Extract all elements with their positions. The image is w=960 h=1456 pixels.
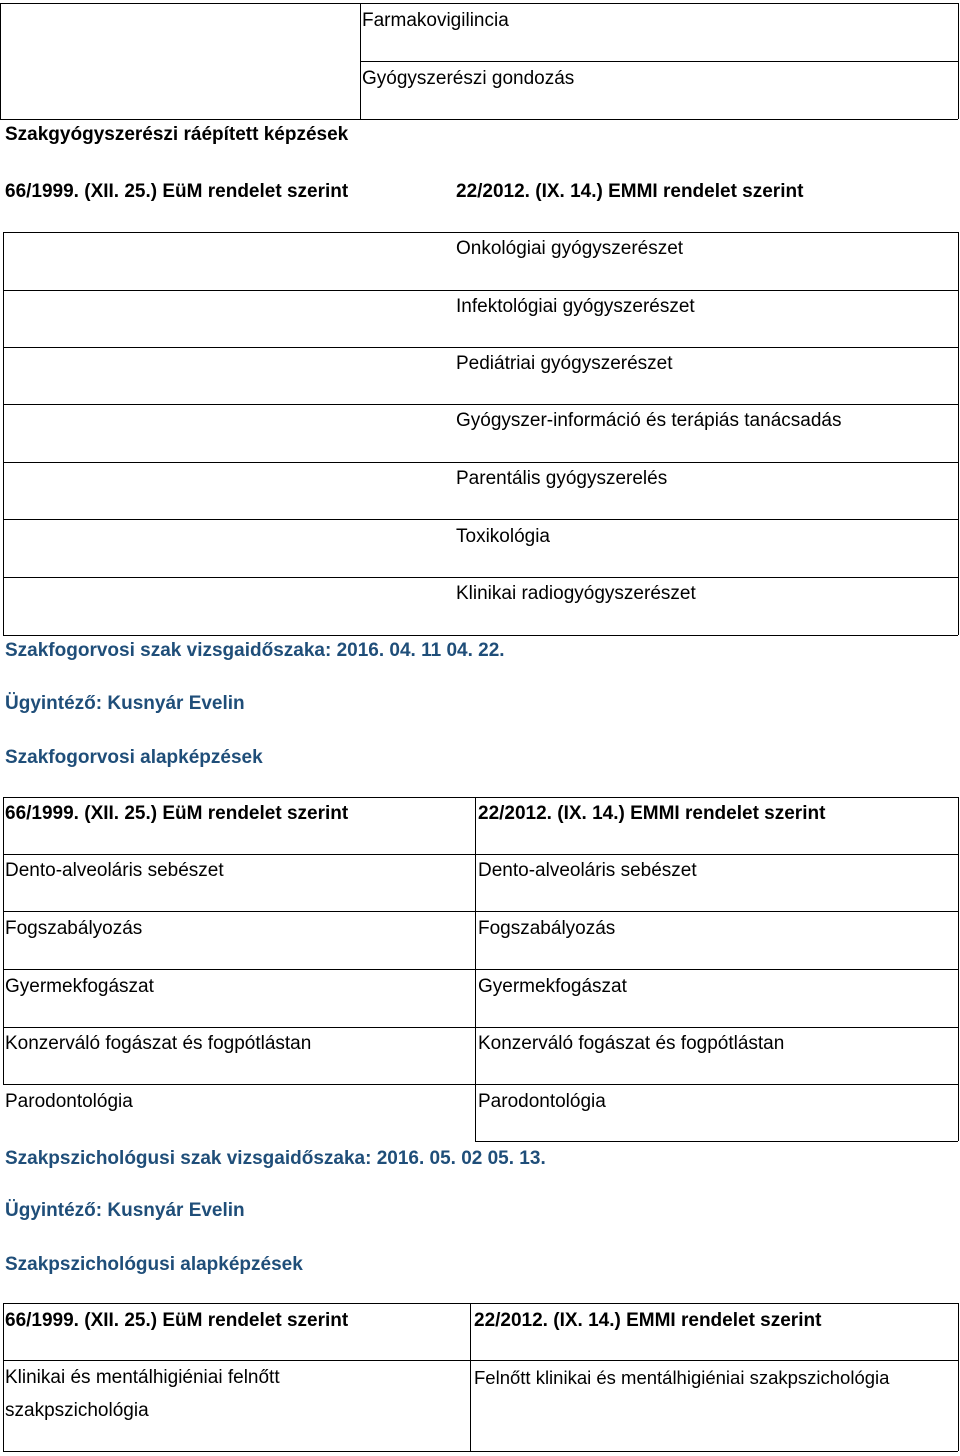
- table-cell: Gyermekfogászat: [478, 976, 627, 997]
- section-heading: Szakgyógyszerészi ráépített képzések: [5, 124, 349, 145]
- table-border: [3, 797, 4, 1084]
- column-header-left: 66/1999. (XII. 25.) EüM rendelet szerint: [5, 181, 349, 202]
- table-border: [3, 232, 958, 233]
- table-cell: Onkológiai gyógyszerészet: [456, 238, 684, 259]
- table-cell: Gyógyszer-információ és terápiás tanácsadás: [456, 410, 842, 431]
- table-border: [475, 797, 476, 1141]
- column-header-right: 22/2012. (IX. 14.) EMMI rendelet szerint: [456, 181, 804, 202]
- table-border: [3, 232, 4, 635]
- table-cell: Fogszabályozás: [5, 918, 143, 939]
- table-cell: Parentális gyógyszerelés: [456, 468, 668, 489]
- table-cell: Felnőtt klinikai és mentálhigiéniai szakpszichológia: [474, 1367, 890, 1388]
- table-border: [3, 797, 958, 798]
- column-header-left: 66/1999. (XII. 25.) EüM rendelet szerint: [5, 1310, 349, 1331]
- table-cell: Toxikológia: [456, 526, 550, 547]
- administrator: Ügyintéző: Kusnyár Evelin: [5, 693, 245, 714]
- table-border: [3, 347, 958, 348]
- table-cell: Dento-alveoláris sebészet: [478, 860, 697, 881]
- table-border: [3, 1451, 958, 1452]
- table-cell: szakpszichológia: [5, 1400, 149, 1421]
- table-border: [958, 797, 959, 1141]
- table-border: [3, 290, 958, 291]
- column-header-right: 22/2012. (IX. 14.) EMMI rendelet szerint: [478, 803, 826, 824]
- table-border: [360, 61, 958, 62]
- table-border: [3, 969, 958, 970]
- table-cell: Gyermekfogászat: [5, 976, 154, 997]
- table-border: [3, 1027, 958, 1028]
- table-cell: Parodontológia: [478, 1091, 606, 1112]
- administrator: Ügyintéző: Kusnyár Evelin: [5, 1200, 245, 1221]
- table-border: [3, 1303, 958, 1304]
- column-header-right: 22/2012. (IX. 14.) EMMI rendelet szerint: [474, 1310, 822, 1331]
- table-border: [3, 635, 958, 636]
- table-border: [0, 3, 1, 119]
- section-heading: Szakpszichológusi alapképzések: [5, 1254, 303, 1275]
- column-header-left: 66/1999. (XII. 25.) EüM rendelet szerint: [5, 803, 349, 824]
- table-border: [3, 1303, 4, 1451]
- table-cell: Parodontológia: [5, 1091, 133, 1112]
- table-cell: Farmakovigilincia: [362, 10, 509, 31]
- table-border: [958, 1303, 959, 1451]
- table-border: [3, 911, 958, 912]
- table-cell: Klinikai és mentálhigiéniai felnőtt: [5, 1367, 280, 1388]
- table-border: [3, 404, 958, 405]
- table-border: [0, 119, 958, 120]
- table-border: [470, 1303, 471, 1451]
- table-cell: Konzerváló fogászat és fogpótlástan: [478, 1033, 785, 1054]
- table-border: [360, 3, 361, 119]
- table-border: [958, 232, 959, 635]
- table-border: [958, 3, 959, 119]
- table-border: [475, 1141, 958, 1142]
- table-cell: Klinikai radiogyógyszerészet: [456, 583, 696, 604]
- table-cell: Pediátriai gyógyszerészet: [456, 353, 673, 374]
- table-border: [3, 577, 958, 578]
- table-cell: Gyógyszerészi gondozás: [362, 68, 575, 89]
- section-heading: Szakfogorvosi alapképzések: [5, 747, 263, 768]
- table-border: [3, 1360, 958, 1361]
- table-cell: Dento-alveoláris sebészet: [5, 860, 224, 881]
- table-cell: Fogszabályozás: [478, 918, 616, 939]
- table-border: [0, 3, 958, 4]
- exam-period: Szakpszichológusi szak vizsgaidőszaka: 2016. 05. 02 05. 13.: [5, 1148, 546, 1169]
- table-cell: Infektológiai gyógyszerészet: [456, 296, 695, 317]
- table-cell: Konzerváló fogászat és fogpótlástan: [5, 1033, 312, 1054]
- table-border: [3, 854, 958, 855]
- table-border: [3, 462, 958, 463]
- table-border: [3, 519, 958, 520]
- table-border: [3, 1084, 958, 1085]
- exam-period: Szakfogorvosi szak vizsgaidőszaka: 2016. 04. 11 04. 22.: [5, 640, 505, 661]
